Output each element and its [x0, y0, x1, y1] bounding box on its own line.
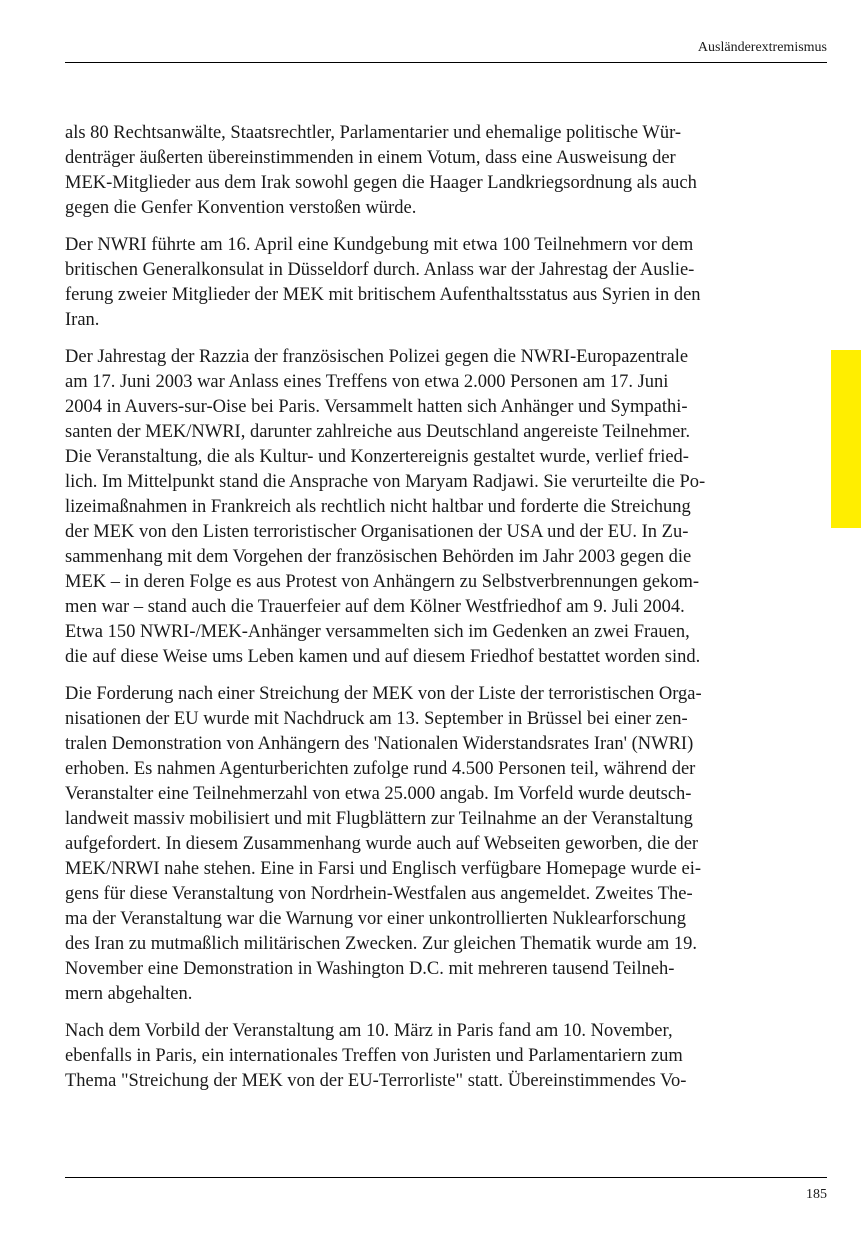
- text-line: tralen Demonstration von Anhängern des 'Nationalen Widerstandsrates Iran' (NWRI): [65, 734, 694, 754]
- text-line: aufgefordert. In diesem Zusammenhang wurde auch auf Webseiten geworben, die der: [65, 834, 699, 854]
- text-line: als 80 Rechtsanwälte, Staatsrechtler, Parlamentarier und ehemalige politische Wür-: [65, 123, 682, 143]
- paragraph-3: [65, 345, 775, 670]
- text-line: 2004 in Auvers-sur-Oise bei Paris. Versammelt hatten sich Anhänger und Sympathi-: [65, 397, 688, 417]
- footer-rule: [65, 1177, 827, 1178]
- text-line: landweit massiv mobilisiert und mit Flugblättern zur Teilnahme an der Veranstaltung: [65, 809, 693, 829]
- body-text: [65, 121, 775, 1106]
- text-line: ferung zweier Mitglieder der MEK mit britischem Aufenthaltsstatus aus Syrien in den: [65, 285, 701, 305]
- text-line: ma der Veranstaltung war die Warnung vor einer unkontrollierten Nuklearforschung: [65, 909, 686, 929]
- text-line: MEK-Mitglieder aus dem Irak sowohl gegen die Haager Landkriegsordnung als auch: [65, 173, 697, 193]
- paragraph-1: [65, 121, 775, 221]
- paragraph-2: [65, 233, 775, 333]
- text-line: ebenfalls in Paris, ein internationales Treffen von Juristen und Parlamentariern zum: [65, 1046, 683, 1066]
- text-line: Nach dem Vorbild der Veranstaltung am 10. März in Paris fand am 10. November,: [65, 1021, 673, 1041]
- chapter-marker-tab: [831, 350, 861, 528]
- text-line: des Iran zu mutmaßlich militärischen Zwecken. Zur gleichen Thematik wurde am 19.: [65, 934, 698, 954]
- page-number: 185: [806, 1187, 827, 1202]
- text-line: gens für diese Veranstaltung von Nordrhein-Westfalen aus angemeldet. Zweites The-: [65, 884, 693, 904]
- text-line: lizeimaßnahmen in Frankreich als rechtlich nicht haltbar und forderte die Streichung: [65, 497, 691, 517]
- text-line: Veranstalter eine Teilnehmerzahl von etwa 25.000 angab. Im Vorfeld wurde deutsch-: [65, 784, 692, 804]
- paragraph-4: [65, 682, 775, 1007]
- text-line: Etwa 150 NWRI-/MEK-Anhänger versammelten sich im Gedenken an zwei Frauen,: [65, 622, 690, 642]
- text-line: Iran.: [65, 310, 100, 330]
- text-line: mern abgehalten.: [65, 984, 193, 1004]
- text-line: Die Forderung nach einer Streichung der MEK von der Liste der terroristischen Orga-: [65, 684, 702, 704]
- text-line: die auf diese Weise ums Leben kamen und auf diesem Friedhof bestattet worden sind.: [65, 647, 701, 667]
- text-line: MEK – in deren Folge es aus Protest von Anhängern zu Selbstverbrennungen gekom-: [65, 572, 700, 592]
- text-line: Der Jahrestag der Razzia der französischen Polizei gegen die NWRI-Europazentrale: [65, 347, 689, 367]
- text-line: erhoben. Es nahmen Agenturberichten zufolge rund 4.500 Personen teil, während der: [65, 759, 696, 779]
- text-line: men war – stand auch die Trauerfeier auf dem Kölner Westfriedhof am 9. Juli 2004.: [65, 597, 685, 617]
- text-line: lich. Im Mittelpunkt stand die Ansprache von Maryam Radjawi. Sie verurteilte die Po-: [65, 472, 706, 492]
- text-line: der MEK von den Listen terroristischer Organisationen der USA und der EU. In Zu-: [65, 522, 689, 542]
- text-line: nisationen der EU wurde mit Nachdruck am 13. September in Brüssel bei einer zen-: [65, 709, 688, 729]
- text-line: MEK/NRWI nahe stehen. Eine in Farsi und Englisch verfügbare Homepage wurde ei-: [65, 859, 702, 879]
- text-line: November eine Demonstration in Washington D.C. mit mehreren tausend Teilneh-: [65, 959, 675, 979]
- text-line: am 17. Juni 2003 war Anlass eines Treffens von etwa 2.000 Personen am 17. Juni: [65, 372, 669, 392]
- running-title: Ausländerextremismus: [697, 40, 827, 55]
- text-line: sammenhang mit dem Vorgehen der französischen Behörden im Jahr 2003 gegen die: [65, 547, 692, 567]
- text-line: britischen Generalkonsulat in Düsseldorf durch. Anlass war der Jahrestag der Auslie-: [65, 260, 695, 280]
- text-line: santen der MEK/NWRI, darunter zahlreiche aus Deutschland angereiste Teilnehmer.: [65, 422, 691, 442]
- text-line: Die Veranstaltung, die als Kultur- und Konzertereignis gestaltet wurde, verlief fried-: [65, 447, 689, 467]
- text-line: Der NWRI führte am 16. April eine Kundgebung mit etwa 100 Teilnehmern vor dem: [65, 235, 694, 255]
- running-header: [65, 38, 827, 63]
- text-line: Thema "Streichung der MEK von der EU-Terrorliste" statt. Übereinstimmendes Vo-: [65, 1071, 687, 1091]
- paragraph-5: [65, 1019, 775, 1094]
- text-line: denträger äußerten übereinstimmenden in einem Votum, dass eine Ausweisung der: [65, 148, 676, 168]
- text-line: gegen die Genfer Konvention verstoßen würde.: [65, 198, 417, 218]
